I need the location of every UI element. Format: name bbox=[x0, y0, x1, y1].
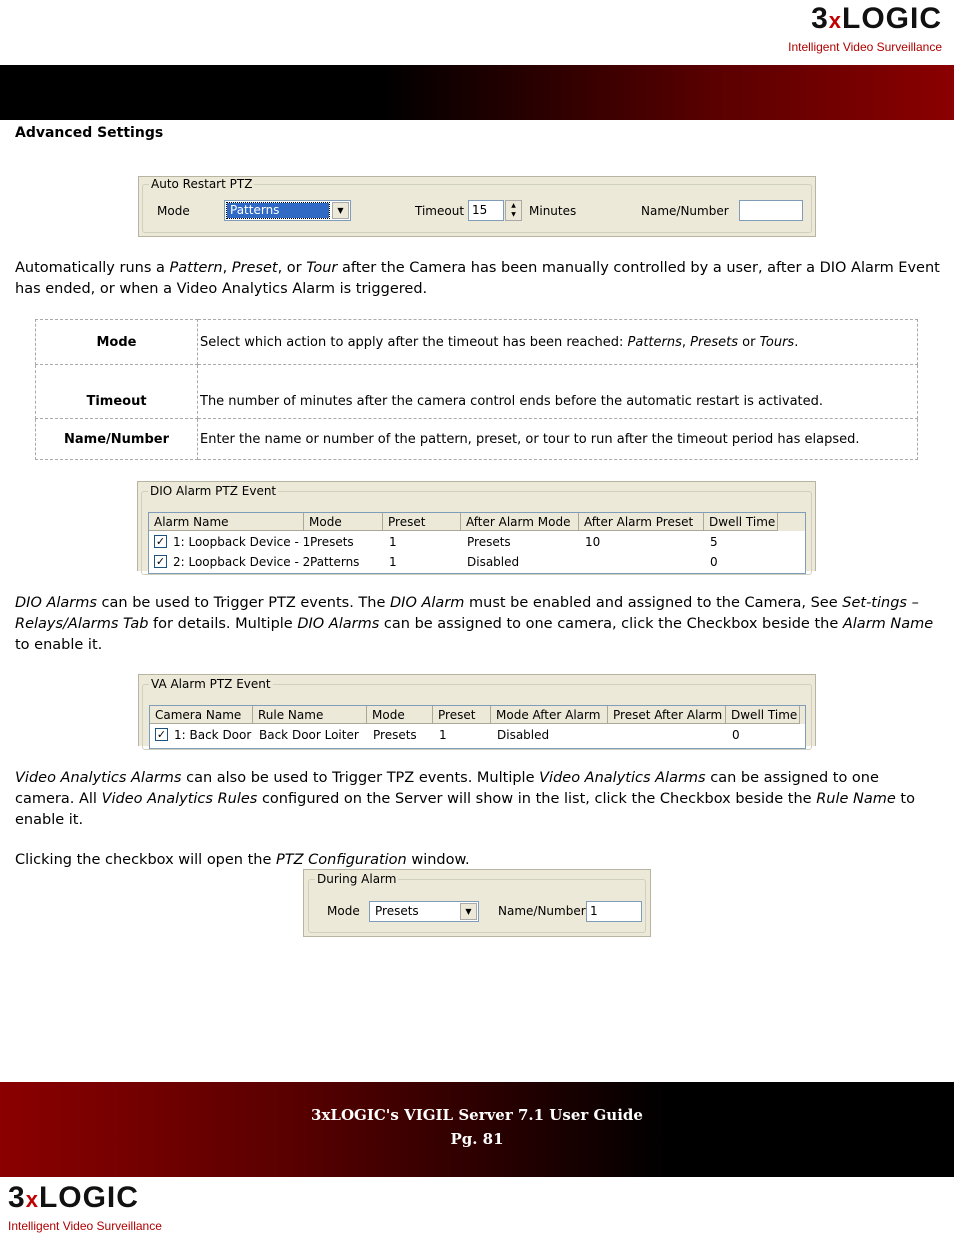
auto-restart-panel bbox=[138, 176, 816, 237]
dwell-time-cell: 5 bbox=[710, 535, 718, 549]
column-header[interactable]: Rule Name bbox=[253, 706, 367, 724]
header-logo bbox=[788, 4, 942, 54]
va-alarm-list[interactable] bbox=[149, 705, 806, 749]
mode-key: Mode bbox=[36, 320, 198, 365]
logo-wordmark: 3xLOGIC bbox=[811, 2, 942, 35]
dio-alarm-list[interactable] bbox=[148, 512, 806, 574]
timeout-label: Timeout bbox=[415, 204, 465, 218]
va-alarm-list-header bbox=[150, 706, 805, 724]
logo-tagline: Intelligent Video Surveillance bbox=[8, 1219, 162, 1233]
column-header[interactable]: Preset bbox=[433, 706, 491, 724]
va-alarm-panel bbox=[138, 674, 816, 746]
mode-cell: Presets bbox=[373, 728, 417, 742]
name-number-field[interactable]: 1 bbox=[586, 901, 642, 922]
va-alarm-title: VA Alarm PTZ Event bbox=[151, 677, 271, 691]
column-header[interactable]: After Alarm Preset bbox=[579, 513, 704, 531]
logo-tagline: Intelligent Video Surveillance bbox=[788, 40, 942, 54]
column-header[interactable]: Mode bbox=[304, 513, 383, 531]
column-header[interactable]: Dwell Time bbox=[726, 706, 800, 724]
logo-wordmark: 3xLOGIC bbox=[8, 1181, 139, 1214]
rule-name-cell: Back Door Loiter bbox=[259, 728, 359, 742]
table-row bbox=[36, 365, 918, 419]
preset-cell: 1 bbox=[389, 555, 397, 569]
mode-after-alarm-cell: Disabled bbox=[497, 728, 550, 742]
auto-restart-title: Auto Restart PTZ bbox=[151, 177, 253, 191]
page-number: Pg. 81 bbox=[450, 1130, 504, 1148]
chevron-down-icon[interactable]: ▼ bbox=[460, 903, 477, 920]
name-number-label: Name/Number bbox=[641, 204, 729, 218]
after-alarm-mode-cell: Disabled bbox=[467, 555, 520, 569]
va-alarm-description: Video Analytics Alarms can also be used to Trigger TPZ events. Multiple Video Analytics Alarms can be assigned to one camera. All Video Analytics Rules configured on the Server will show in the list, click the Checkbox beside the Rule Name to enable it. bbox=[15, 770, 915, 828]
section-heading: Advanced Settings bbox=[15, 125, 164, 141]
dwell-time-cell: 0 bbox=[732, 728, 740, 742]
column-header[interactable]: Preset bbox=[383, 513, 461, 531]
timeout-key: Timeout bbox=[36, 365, 198, 419]
column-header[interactable]: Mode bbox=[367, 706, 433, 724]
name-number-description: Enter the name or number of the pattern, preset, or tour to run after the timeout period has elapsed. bbox=[198, 419, 918, 460]
camera-name-cell: 1: Back Door bbox=[174, 728, 252, 742]
name-number-key: Name/Number bbox=[36, 419, 198, 460]
row-checkbox[interactable]: ✓ bbox=[155, 535, 166, 548]
alarm-name-cell: 2: Loopback Device - 2 bbox=[173, 555, 311, 569]
header-banner bbox=[0, 65, 954, 120]
row-checkbox[interactable]: ✓ bbox=[155, 555, 166, 568]
dio-alarm-title: DIO Alarm PTZ Event bbox=[150, 484, 277, 498]
dio-alarm-list-header bbox=[149, 513, 805, 531]
row-checkbox[interactable]: ✓ bbox=[156, 728, 167, 741]
mode-cell: Patterns bbox=[310, 555, 360, 569]
mode-dropdown[interactable] bbox=[369, 901, 479, 922]
during-alarm-title: During Alarm bbox=[317, 872, 397, 886]
mode-description: Select which action to apply after the timeout has been reached: Patterns, Presets or Tours. bbox=[198, 320, 918, 365]
preset-cell: 1 bbox=[439, 728, 447, 742]
chevron-down-icon[interactable]: ▼ bbox=[332, 202, 349, 219]
preset-cell: 1 bbox=[389, 535, 397, 549]
checkbox-note: Clicking the checkbox will open the PTZ Configuration window. bbox=[15, 852, 470, 868]
name-number-field[interactable] bbox=[739, 200, 803, 221]
mode-label: Mode bbox=[157, 204, 190, 218]
settings-table bbox=[35, 319, 918, 460]
mode-label: Mode bbox=[327, 904, 360, 918]
mode-dropdown-value: Patterns bbox=[227, 203, 329, 218]
column-header[interactable]: Mode After Alarm bbox=[491, 706, 608, 724]
after-alarm-mode-cell: Presets bbox=[467, 535, 511, 549]
column-header[interactable]: After Alarm Mode bbox=[461, 513, 579, 531]
dwell-time-cell: 0 bbox=[710, 555, 718, 569]
column-header[interactable]: Preset After Alarm bbox=[608, 706, 726, 724]
mode-dropdown[interactable] bbox=[224, 200, 351, 221]
table-row bbox=[36, 320, 918, 365]
after-alarm-preset-cell: 10 bbox=[585, 535, 601, 549]
chevron-down-icon[interactable]: ▼ bbox=[511, 211, 516, 218]
column-header[interactable]: Camera Name bbox=[150, 706, 253, 724]
alarm-name-cell: 1: Loopback Device - 1 bbox=[173, 535, 311, 549]
timeout-stepper[interactable] bbox=[505, 200, 522, 221]
chevron-up-icon[interactable]: ▲ bbox=[511, 202, 516, 209]
dio-alarm-panel bbox=[137, 481, 816, 571]
mode-dropdown-value: Presets bbox=[375, 904, 419, 918]
mode-cell: Presets bbox=[310, 535, 354, 549]
column-header[interactable]: Alarm Name bbox=[149, 513, 304, 531]
table-row bbox=[36, 419, 918, 460]
footer-logo bbox=[8, 1183, 162, 1233]
during-alarm-panel bbox=[303, 869, 651, 937]
minutes-label: Minutes bbox=[529, 204, 577, 218]
name-number-label: Name/Number bbox=[498, 904, 586, 918]
column-header[interactable]: Dwell Time bbox=[704, 513, 778, 531]
auto-restart-description: Automatically runs a Pattern, Preset, or Tour after the Camera has been manually controlled by a user, after a DIO Alarm Event has ended, or when a Video Analytics Alarm is triggered. bbox=[15, 260, 940, 297]
timeout-description: The number of minutes after the camera control ends before the automatic restart is activated. bbox=[198, 365, 918, 419]
footer-title: 3xLOGIC's VIGIL Server 7.1 User Guide bbox=[311, 1106, 643, 1124]
dio-alarm-description: DIO Alarms can be used to Trigger PTZ events. The DIO Alarm must be enabled and assigned to the Camera, See Set-tings – Relays/Alarms Tab for details. Multiple DIO Alarms can be assigned to one camera, click the Checkbox beside the Alarm Name to enable it. bbox=[15, 595, 934, 653]
timeout-field[interactable]: 15 bbox=[468, 200, 504, 221]
